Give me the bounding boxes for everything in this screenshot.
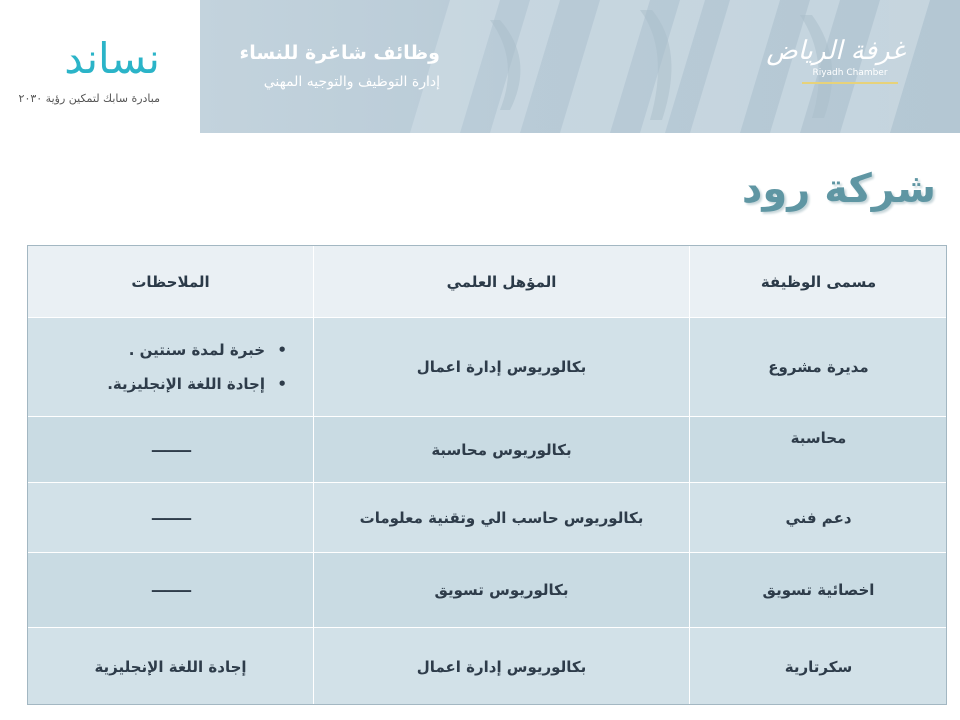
nusaned-logo: نساند bbox=[64, 34, 160, 83]
company-title: شركة رود bbox=[741, 166, 936, 212]
notes-cell: إجادة اللغة الإنجليزية bbox=[28, 628, 314, 706]
brand-tagline: مبادرة سابك لتمكين رؤية ٢٠٣٠ bbox=[18, 92, 160, 105]
chamber-name-en: Riyadh Chamber bbox=[812, 68, 888, 78]
job-title-cell: اخصائية تسويق bbox=[690, 553, 948, 628]
banner-title: وظائف شاغرة للنساء bbox=[239, 42, 440, 64]
notes-cell bbox=[28, 417, 314, 483]
qualification-cell: بكالوريوس تسويق bbox=[314, 553, 690, 628]
empty-dash: ——— bbox=[151, 440, 190, 459]
jobs-table bbox=[27, 245, 948, 706]
table-row bbox=[28, 553, 948, 628]
notes-cell bbox=[28, 553, 314, 628]
riyadh-chamber-logo bbox=[766, 36, 905, 100]
notes-cell bbox=[28, 483, 314, 553]
table-row bbox=[28, 483, 948, 553]
chamber-underline bbox=[802, 82, 898, 84]
list-item: • إجادة اللغة الإنجليزية. bbox=[28, 367, 287, 401]
empty-dash: ——— bbox=[151, 508, 190, 527]
qualification-cell: بكالوريوس إدارة اعمال bbox=[314, 628, 690, 706]
header-banner bbox=[200, 0, 960, 133]
table-row bbox=[28, 417, 948, 483]
job-title-cell bbox=[690, 417, 948, 483]
table-row bbox=[28, 628, 948, 706]
banner-subtitle: إدارة التوظيف والتوجيه المهني bbox=[263, 74, 440, 90]
qualification-cell: بكالوريوس حاسب الي وتقنية معلومات bbox=[314, 483, 690, 553]
empty-dash: ——— bbox=[151, 581, 190, 599]
notes-list bbox=[28, 333, 313, 401]
qualification-cell: بكالوريوس إدارة اعمال bbox=[314, 318, 690, 417]
job-title-cell: سكرتارية bbox=[690, 628, 948, 706]
notes-cell bbox=[28, 318, 314, 417]
job-title-cell: دعم فني bbox=[690, 483, 948, 553]
job-title-cell: مديرة مشروع bbox=[690, 318, 948, 417]
header-job-title: مسمى الوظيفة bbox=[690, 246, 948, 318]
nusaned-brand bbox=[0, 0, 200, 133]
chamber-name-ar: غرفة الرياض bbox=[766, 36, 905, 66]
header-notes: الملاحظات bbox=[28, 246, 314, 318]
job-title-text: محاسبة bbox=[790, 429, 847, 447]
list-item: • خبرة لمدة سنتين . bbox=[28, 333, 287, 367]
qualification-cell: بكالوريوس محاسبة bbox=[314, 417, 690, 483]
table-header-row bbox=[28, 246, 948, 318]
table-row bbox=[28, 318, 948, 417]
header-qualification: المؤهل العلمي bbox=[314, 246, 690, 318]
